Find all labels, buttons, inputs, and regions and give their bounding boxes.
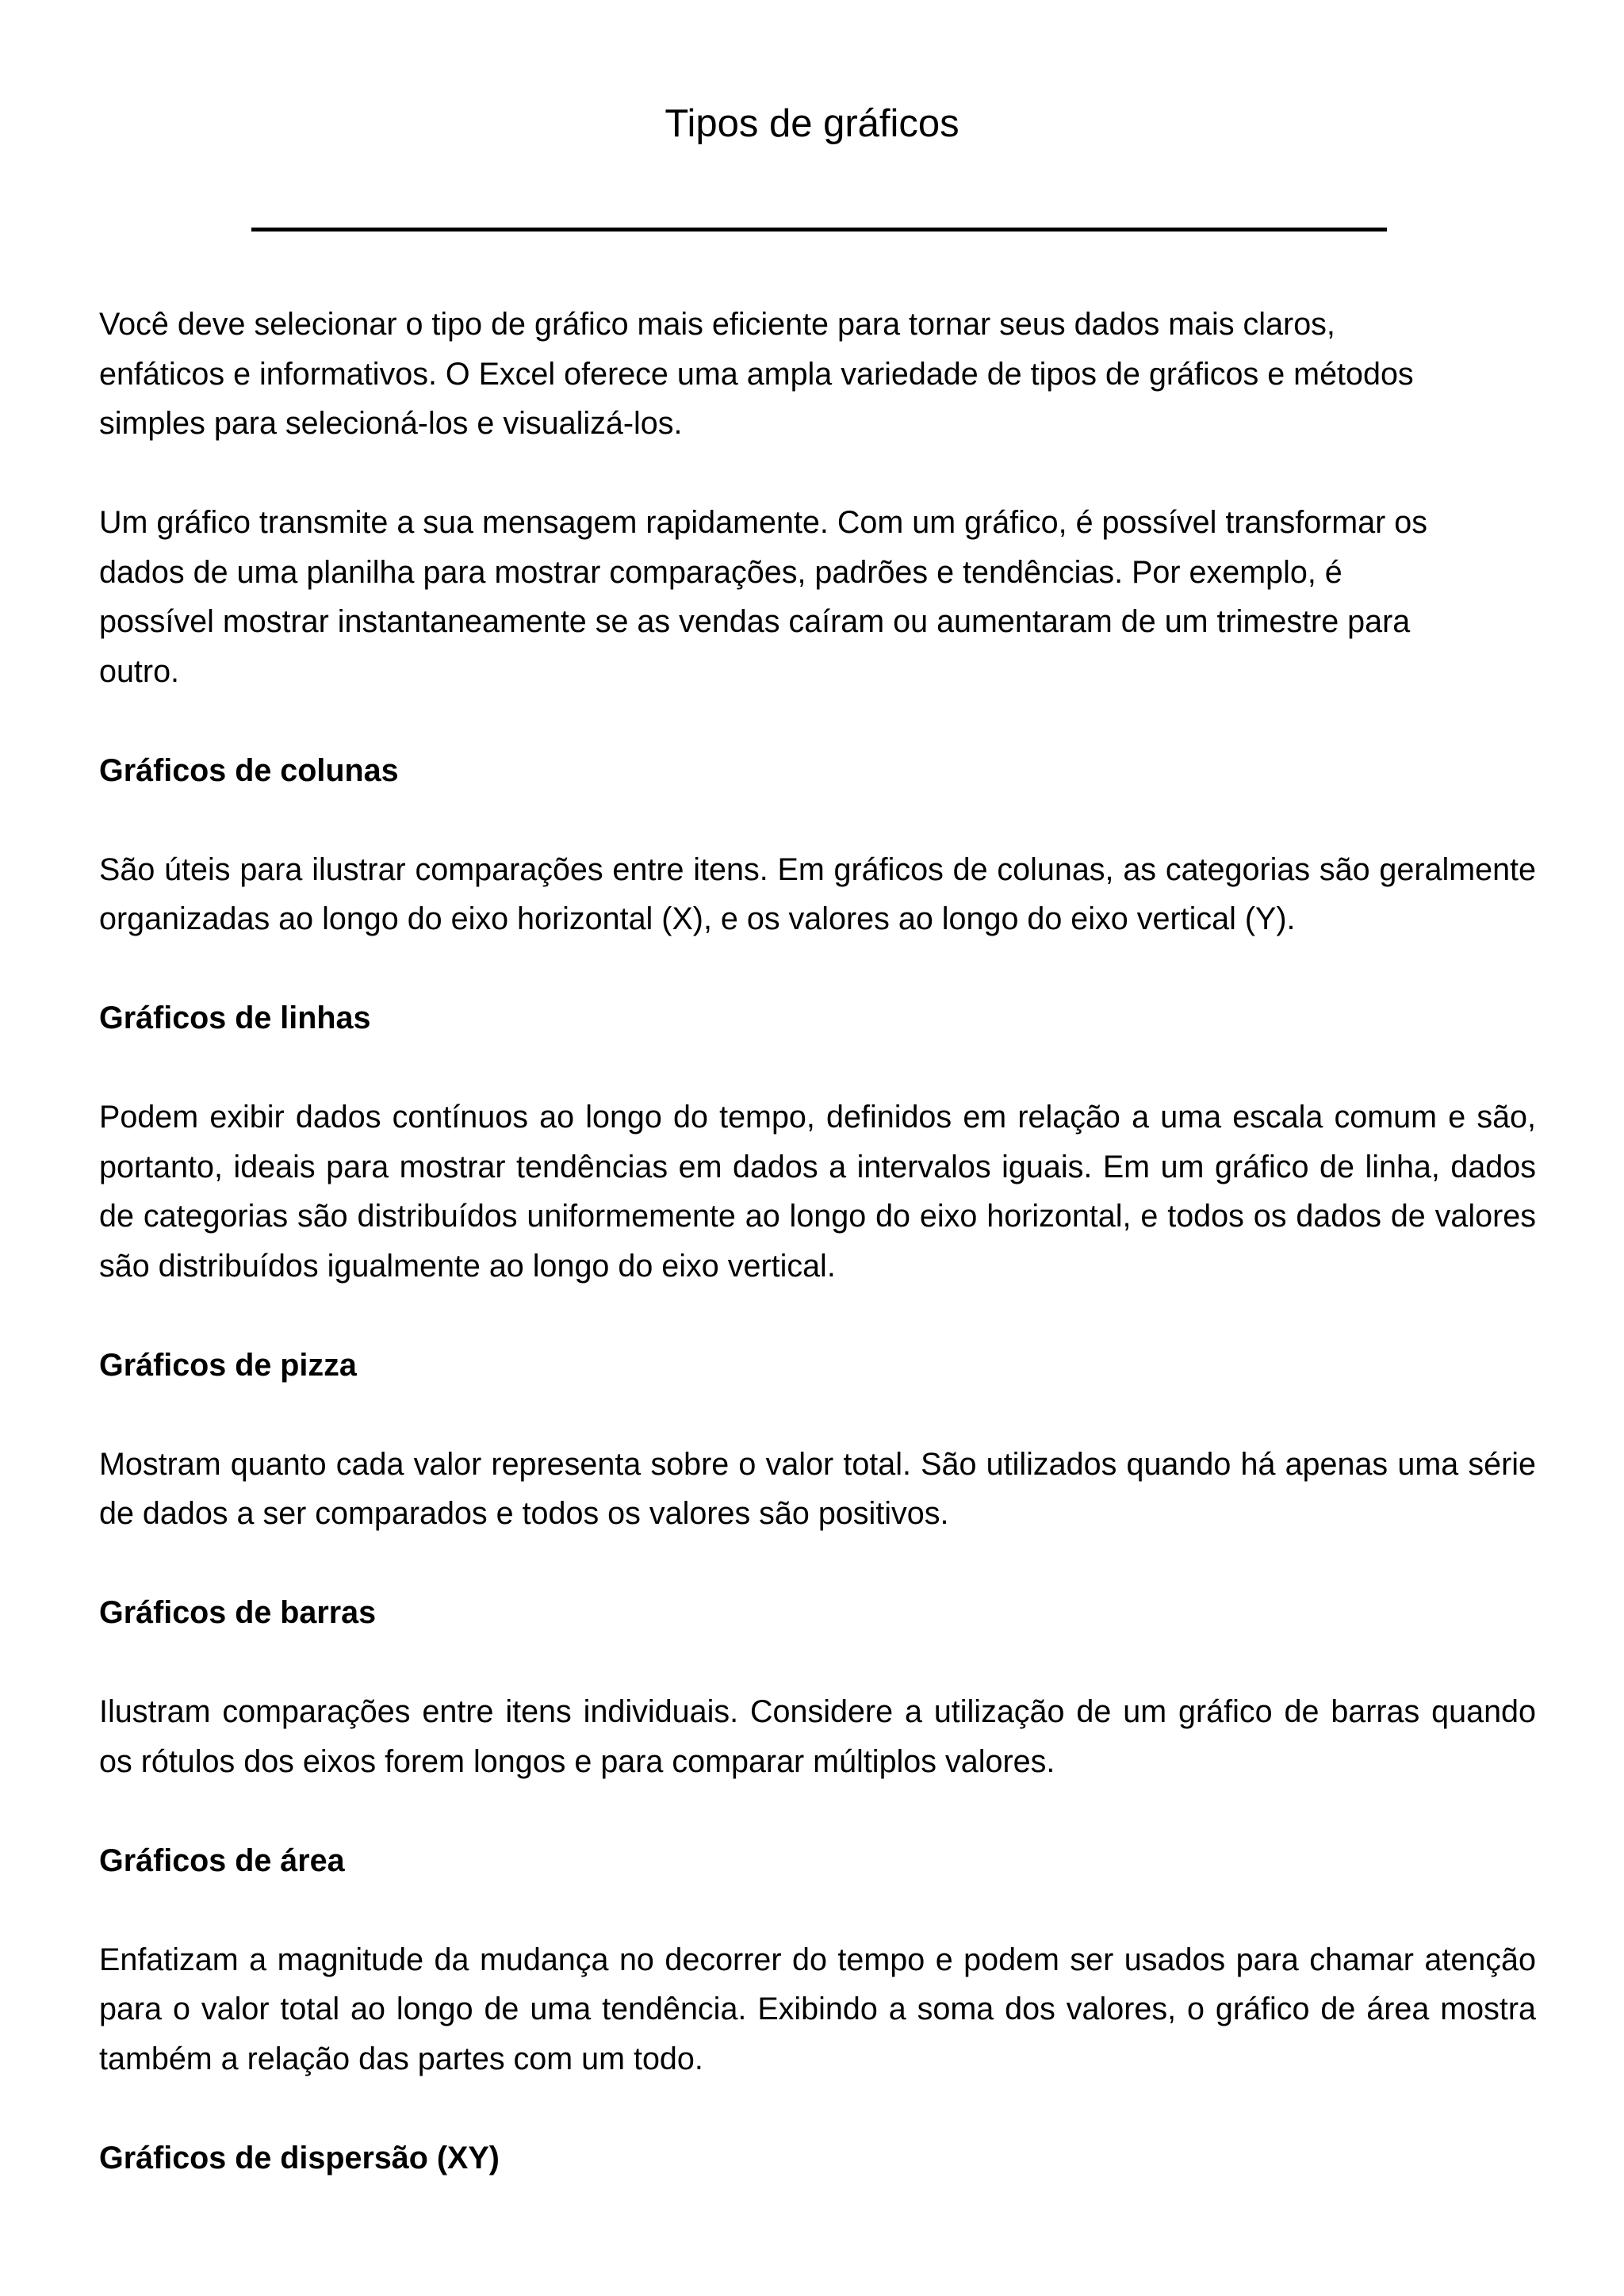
section-heading-barras: Gráficos de barras	[99, 1595, 377, 1630]
intro-paragraph-1	[99, 300, 1536, 449]
section-text-barras: Ilustram comparações entre itens individuais. Considere a utilização de um gráfico de barras quando os rótulos dos eixos forem longos e para comparar múltiplos valores.	[99, 1694, 1536, 1779]
section-heading-area: Gráficos de área	[99, 1843, 345, 1878]
section-heading-linhas: Gráficos de linhas	[99, 1001, 371, 1035]
section-text-colunas: São úteis para ilustrar comparações entre itens. Em gráficos de colunas, as categorias são geralmente organizadas ao longo do eixo horizontal (X), e os valores ao longo do eixo vertical (Y).	[99, 851, 1536, 936]
intro-paragraph-2	[99, 498, 1536, 696]
section-text-area: Enfatizam a magnitude da mudança no decorrer do tempo e podem ser usados para chamar atenção para o valor total ao longo de uma tendência. Exibindo a soma dos valores, o gráfico de área mostra também a relação das partes com um todo.	[99, 1942, 1536, 2076]
document-body	[99, 300, 1536, 2233]
text-line: Você deve selecionar o tipo de gráfico mais eficiente para tornar seus dados mais claros,	[99, 307, 1335, 342]
text-line: dados de uma planilha para mostrar comparações, padrões e tendências. Por exemplo, é	[99, 554, 1342, 590]
text-line: Um gráfico transmite a sua mensagem rapidamente. Com um gráfico, é possível transformar os	[99, 505, 1428, 540]
text-line: outro.	[99, 653, 180, 689]
text-line: simples para selecioná-los e visualizá-los.	[99, 406, 683, 441]
text-line: possível mostrar instantaneamente se as vendas caíram ou aumentaram de um trimestre para	[99, 604, 1411, 639]
title-divider	[251, 228, 1387, 232]
page-title: Tipos de gráficos	[665, 102, 959, 145]
section-heading-colunas: Gráficos de colunas	[99, 752, 399, 788]
section-text-pizza: Mostram quanto cada valor representa sobre o valor total. São utilizados quando há apenas uma série de dados a ser comparados e todos os valores são positivos.	[99, 1446, 1536, 1531]
section-heading-pizza: Gráficos de pizza	[99, 1347, 357, 1383]
section-text-linhas: Podem exibir dados contínuos ao longo do tempo, definidos em relação a uma escala comum e são, portanto, ideais para mostrar tendências em dados a intervalos iguais. Em um gráfico de linha, dados de categorias são distribuídos uniformemente ao longo do eixo horizontal, e todos os dados de valores são distribuídos igualmente ao longo do eixo vertical.	[99, 1100, 1536, 1284]
section-heading-dispersao: Gráficos de dispersão (XY)	[99, 2140, 500, 2175]
text-line: enfáticos e informativos. O Excel oferece uma ampla variedade de tipos de gráficos e métodos	[99, 356, 1414, 392]
